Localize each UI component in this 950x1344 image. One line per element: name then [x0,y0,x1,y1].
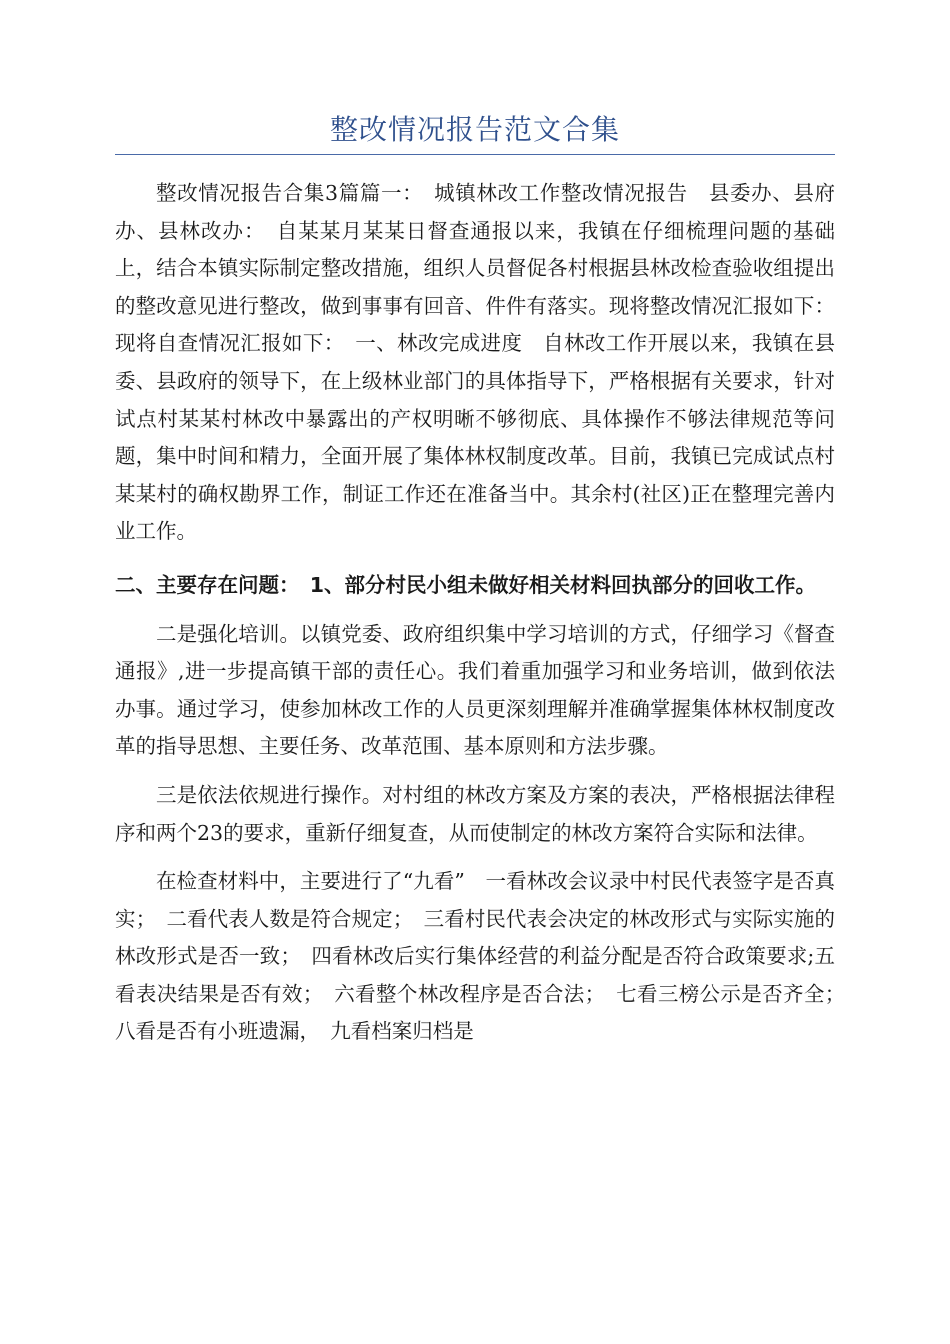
paragraph-training: 二是强化培训。以镇党委、政府组织集中学习培训的方式，仔细学习《督查通报》,进一步提高镇干部的责任心。我们着重加强学习和业务培训，做到依法办事。通过学习，使参加林改工作的人员更深刻理解并准确掌握集体林权制度改革的指导思想、主要任务、改革范围、基本原则和方法步骤。 [115,621,835,759]
document-body [115,175,856,1051]
paragraph-compliance: 三是依法依规进行操作。对村组的林改方案及方案的表决，严格根据法律程序和两个23的要求，重新仔细复查，从而使制定的林改方案符合实际和法律。 [115,782,835,845]
title-underline [115,154,835,155]
section-heading-problems: 二、主要存在问题： 1、部分村民小组未做好相关材料回执部分的回收工作。 [115,572,817,597]
document-title: 整改情况报告范文合集 [329,113,620,146]
paragraph-intro: 整改情况报告合集3篇篇一： 城镇林改工作整改情况报告 县委办、县府办、县林改办： 自某某月某某日督查通报以来，我镇在仔细梳理问题的基础上，结合本镇实际制定整改措施，组织人员督促各村根据县林改检查验收组提出的整改意见进行整改，做到事事有回音、件件有落实。现将整改情况汇报如下：现将自查情况汇报如下： 一、林改完成进度 自林改工作开展以来，我镇在县委、县政府的领导下，在上级林业部门的具体指导下，严格根据有关要求，针对试点村某某村林改中暴露出的产权明晰不够彻底、具体操作不够法律规范等问题，集中时间和精力，全面开展了集体林权制度改革。目前，我镇已完成试点村某某村的确权勘界工作，制证工作还在准备当中。其余村(社区)正在整理完善内业工作。 [115,181,835,544]
paragraph-nine-checks: 在检查材料中，主要进行了“九看” 一看林改会议录中村民代表签字是否真实； 二看代表人数是符合规定； 三看村民代表会决定的林改形式与实际实施的林改形式是否一致； 四看林改后实行集体经营的利益分配是否符合政策要求;五看表决结果是否有效； 六看整个林改程序是否合法； 七看三榜公示是否齐全； 八看是否有小班遗漏， 九看档案归档是 [115,869,856,1044]
